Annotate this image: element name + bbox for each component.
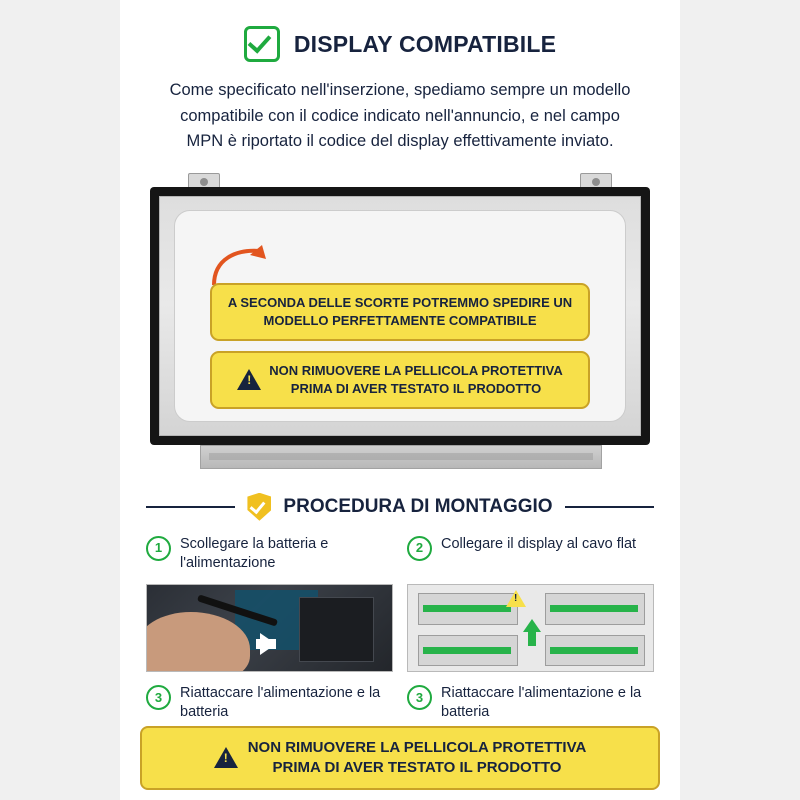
curved-arrow-icon [208, 243, 268, 287]
flat-cable-strip-2 [550, 605, 638, 612]
page-title: DISPLAY COMPATIBILE [293, 30, 557, 57]
divider-left [146, 506, 235, 508]
step-number: 3 [146, 685, 171, 710]
step-text: Riattaccare l'alimentazione e la batteria [441, 684, 642, 721]
battery-area [299, 597, 375, 663]
insert-direction-arrow-icon [523, 619, 541, 632]
panel-bottom-connector [200, 445, 602, 469]
footer-warning-text: NON RIMUOVERE LA PELLICOLA PROTETTIVA PRIMA DI AVER TESTATO IL PRODOTTO [247, 738, 587, 776]
callout-protective-film-text: NON RIMUOVERE LA PELLICOLA PROTETTIVA PRIMA DI AVER TESTATO IL PRODOTTO [269, 362, 563, 396]
direction-arrow-icon [260, 633, 276, 655]
step-item [407, 535, 654, 574]
step-number: 3 [407, 685, 432, 710]
step-text: Riattaccare l'alimentazione e la batteria [180, 684, 381, 721]
step-item [146, 535, 393, 574]
laptop-battery-disconnect-photo [146, 584, 393, 672]
warning-triangle-icon [506, 590, 526, 607]
flat-cable-strip-4 [550, 647, 638, 654]
step-item [407, 684, 654, 723]
flat-cable-strip-3 [423, 647, 511, 654]
right-gutter [680, 0, 800, 800]
left-gutter [0, 0, 120, 800]
divider-right [565, 506, 654, 508]
callout-protective-film [210, 351, 590, 409]
step-text: Scollegare la batteria e l'alimentazione [180, 535, 329, 572]
callout-compatibility: A SECONDA DELLE SCORTE POTREMMO SPEDIRE UN MODELLO PERFETTAMENTE COMPATIBILE [210, 283, 590, 341]
step-number: 2 [407, 536, 432, 561]
flat-cable-strip-1 [423, 605, 511, 612]
shield-check-icon [247, 493, 271, 521]
procedure-steps [140, 535, 660, 723]
intro-text: Come specificato nell'inserzione, spediamo sempre un modello compatibile con il codice indicato nell'annuncio, e nel campo MPN è riportato il codice del display effettivamente inviato. [169, 81, 631, 151]
step-number: 1 [146, 536, 171, 561]
footer-warning-banner [140, 726, 660, 791]
step-text: Collegare il display al cavo flat [441, 535, 637, 552]
content-column [120, 0, 680, 800]
warning-triangle-icon [214, 747, 238, 768]
header [140, 0, 660, 62]
step-item [146, 684, 393, 723]
flat-cable-connector-photo [407, 584, 654, 672]
procedure-title: PROCEDURA DI MONTAGGIO [283, 495, 553, 517]
check-box-icon [244, 26, 280, 62]
display-panel-illustration [150, 173, 650, 473]
warning-triangle-icon [237, 369, 261, 390]
procedure-header [140, 493, 660, 521]
